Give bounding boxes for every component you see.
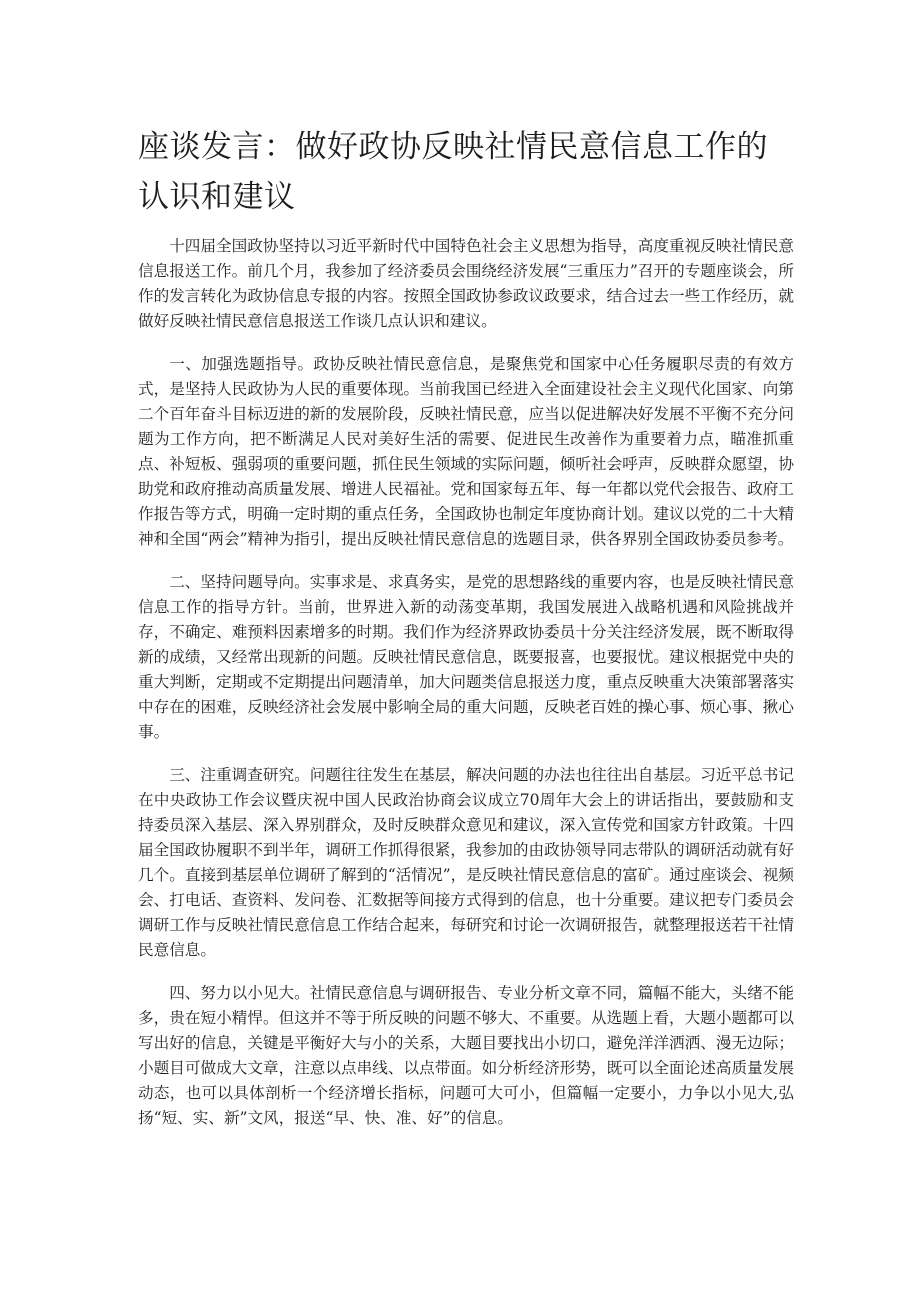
paragraph-problem-orientation: 二、坚持问题导向。实事求是、求真务实，是党的思想路线的重要内容，也是反映社情民意信息工作的指导方针。当前，世界进入新的动荡变革期，我国发展进入战略机遇和风险挑战并存，不确定、难预料因素增多的时期。我们作为经济界政协委员十分关注经济发展，既不断取得新的成绩，又经常出现新的问题。反映社情民意信息，既要报喜，也要报忧。建议根据党中央的重大判断，定期或不定期提出问题清单，加大问题类信息报送力度，重点反映重大决策部署落实中存在的困难，反映经济社会发展中影响全局的重大问题，反映老百姓的操心事、烦心事、揪心事。	[138, 573, 794, 741]
document-body	[138, 234, 794, 1149]
paragraph-intro: 十四届全国政协坚持以习近平新时代中国特色社会主义思想为指导，高度重视反映社情民意信息报送工作。前几个月，我参加了经济委员会围绕经济发展“三重压力”召开的专题座谈会，所作的发言转化为政协信息专报的内容。按照全国政协参政议政要求，结合过去一些工作经历，就做好反映社情民意信息报送工作谈几点认识和建议。	[138, 237, 794, 330]
paragraph-small-to-big: 四、努力以小见大。社情民意信息与调研报告、专业分析文章不同，篇幅不能大，头绪不能多，贵在短小精悍。但这并不等于所反映的问题不够大、不重要。从选题上看，大题小题都可以写出好的信息，关键是平衡好大与小的关系，大题目要找出小切口，避免洋洋洒洒、漫无边际；小题目可做成大文章，注意以点串线、以点带面。如分析经济形势，既可以全面论述高质量发展动态，也可以具体剖析一个经济增长指标，问题可大可小，但篇幅一定要小，力争以小见大,弘扬“短、实、新”文风，报送“早、快、准、好”的信息。	[138, 984, 794, 1127]
paragraph-investigation-research: 三、注重调查研究。问题往往发生在基层，解决问题的办法也往往出自基层。习近平总书记在中央政协工作会议暨庆祝中国人民政治协商会议成立70周年大会上的讲话指出，要鼓励和支持委员深入基层、深入界别群众，及时反映群众意见和建议，深入宣传党和国家方针政策。十四届全国政协履职不到半年，调研工作抓得很紧，我参加的由政协领导同志带队的调研活动就有好几个。直接到基层单位调研了解到的“活情况”，是反映社情民意信息的富矿。通过座谈会、视频会、打电话、查资料、发问卷、汇数据等间接方式得到的信息，也十分重要。建议把专门委员会调研工作与反映社情民意信息工作结合起来，每研究和讨论一次调研报告，就整理报送若干社情民意信息。	[138, 766, 794, 959]
document-title: 座谈发言：做好政协反映社情民意信息工作的认识和建议	[138, 129, 768, 215]
paragraph-topic-guidance: 一、加强选题指导。政协反映社情民意信息，是聚焦党和国家中心任务履职尽责的有效方式，是坚持人民政协为人民的重要体现。当前我国已经进入全面建设社会主义现代化国家、向第二个百年奋斗目标迈进的新的发展阶段，反映社情民意，应当以促进解决好发展不平衡不充分问题为工作方向，把不断满足人民对美好生活的需要、促进民生改善作为重要着力点，瞄准抓重点、补短板、强弱项的重要问题，抓住民生领域的实际问题，倾听社会呼声，反映群众愿望，协助党和政府推动高质量发展、增进人民福祉。党和国家每五年、每一年都以党代会报告、政府工作报告等方式，明确一定时期的重点任务，全国政协也制定年度协商计划。建议以党的二十大精神和全国“两会”精神为指引，提出反映社情民意信息的选题目录，供各界别全国政协委员参考。	[138, 355, 794, 548]
